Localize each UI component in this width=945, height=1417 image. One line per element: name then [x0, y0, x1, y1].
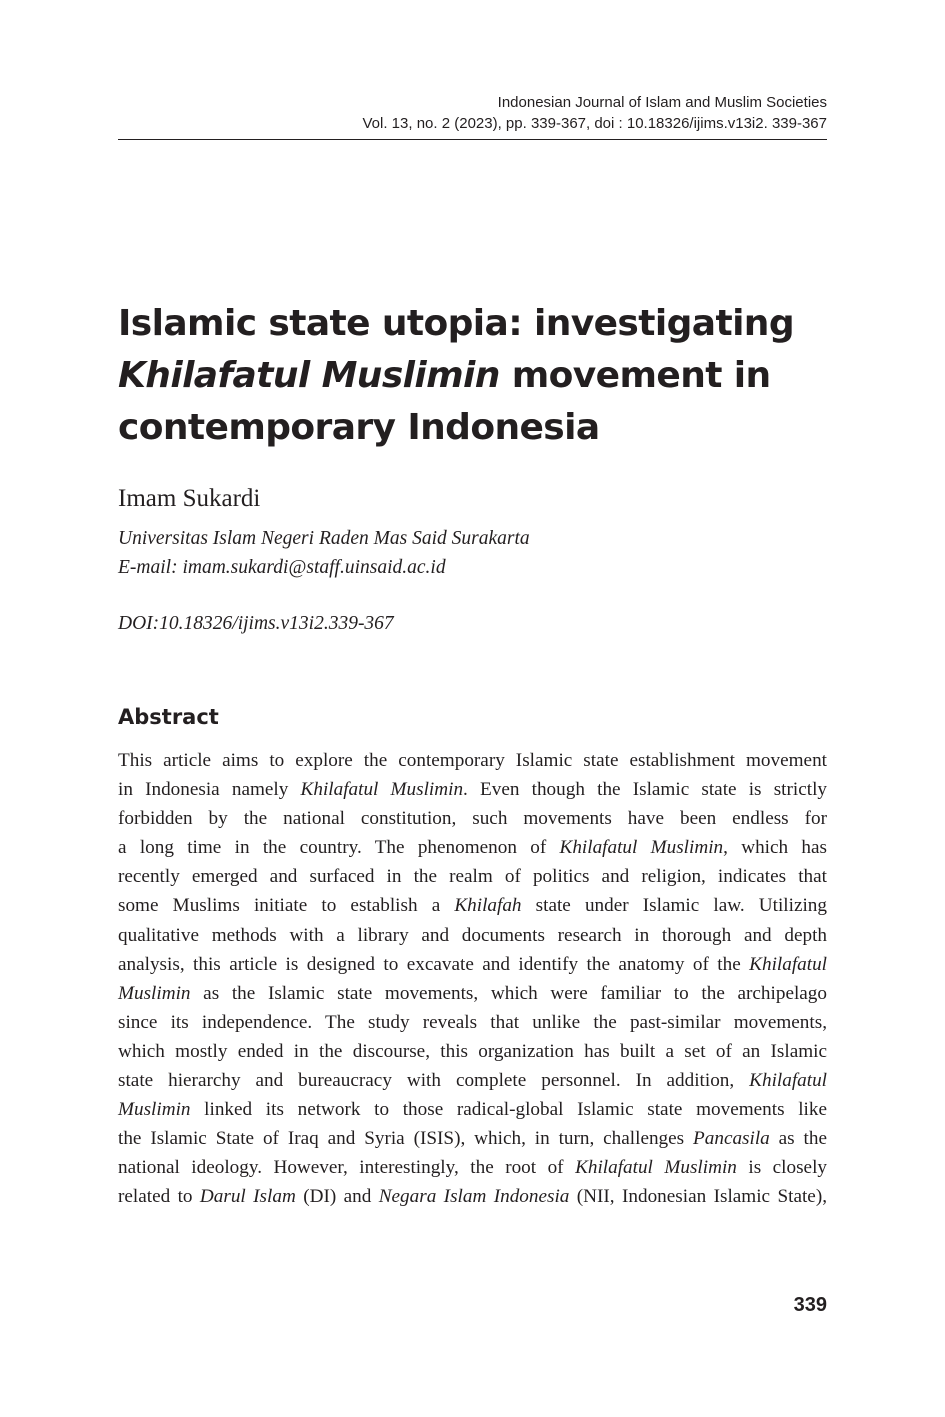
text-run: qualitative methods with a library and documents research in thorough and depth	[118, 924, 827, 946]
affiliation: Universitas Islam Negeri Raden Mas Said Surakarta	[118, 528, 530, 549]
abstract-line	[118, 833, 827, 862]
text-run: , which has	[723, 837, 827, 859]
title-line-3: contemporary Indonesia	[118, 407, 600, 448]
text-run: related to	[118, 1186, 200, 1208]
journal-name: Indonesian Journal of Islam and Muslim Societies	[497, 94, 827, 111]
text-run: linked its network to those radical-global Islamic state movements like	[190, 1099, 827, 1121]
text-run: forbidden by the national constitution, such movements have been endless for	[118, 808, 827, 830]
text-run: in Indonesia namely	[118, 779, 301, 801]
abstract-line	[118, 1095, 827, 1124]
abstract-line	[118, 1153, 827, 1182]
text-run: national ideology. However, interestingly, the root of	[118, 1157, 576, 1179]
italic-term: Khilafatul	[749, 953, 827, 975]
text-run: which mostly ended in the discourse, this organization has built a set of an Islamic	[118, 1040, 827, 1062]
text-run: as the Islamic state movements, which were familiar to the archipelago	[190, 982, 827, 1004]
text-run: the Islamic State of Iraq and Syria (ISIS), which, in turn, challenges	[118, 1128, 694, 1150]
abstract-heading: Abstract	[118, 705, 219, 729]
text-run: (DI) and	[295, 1186, 379, 1208]
abstract-line	[118, 950, 827, 979]
italic-term: Khilafatul Muslimin	[559, 837, 724, 859]
title-line-2-rest: movement in	[499, 355, 771, 396]
abstract-line	[118, 775, 827, 804]
abstract-line	[118, 804, 827, 833]
text-run: recently emerged and surfaced in the realm of politics and religion, indicates that	[118, 866, 827, 888]
author-name: Imam Sukardi	[118, 485, 261, 512]
running-header	[118, 92, 827, 134]
author-affiliation-block	[118, 524, 530, 582]
abstract-line	[118, 921, 827, 950]
page-number: 339	[793, 1294, 827, 1316]
abstract-line	[118, 1124, 827, 1153]
article-title	[118, 298, 827, 454]
abstract-line	[118, 1008, 827, 1037]
italic-term: Negara Islam Indonesia	[378, 1186, 570, 1208]
abstract-line	[118, 1066, 827, 1095]
italic-term: Khilafatul Muslimin	[575, 1157, 737, 1179]
italic-term: Darul Islam	[199, 1186, 296, 1208]
doi-line: DOI:10.18326/ijims.v13i2.339-367	[118, 613, 394, 634]
text-run: analysis, this article is designed to excavate and identify the anatomy of the	[118, 953, 750, 975]
author-email: E-mail: imam.sukardi@staff.uinsaid.ac.id	[118, 557, 446, 578]
abstract-line	[118, 979, 827, 1008]
italic-term: Khilafatul Muslimin	[300, 779, 464, 801]
italic-term: Khilafah	[454, 895, 522, 917]
text-run: state under Islamic law. Utilizing	[521, 895, 827, 917]
text-run: since its independence. The study reveals that unlike the past-similar movements,	[118, 1011, 827, 1033]
italic-term: Pancasila	[693, 1128, 770, 1150]
text-run: This article aims to explore the contemporary Islamic state establishment movement	[118, 750, 827, 771]
italic-term: Muslimin	[118, 982, 191, 1004]
abstract-line	[118, 746, 827, 775]
text-run: a long time in the country. The phenomenon of	[118, 837, 560, 859]
text-run: some Muslims initiate to establish a	[118, 895, 455, 917]
italic-term: Muslimin	[118, 1099, 191, 1121]
text-run: is closely	[736, 1157, 827, 1179]
title-italic-term: Khilafatul Muslimin	[118, 355, 500, 396]
text-run: state hierarchy and bureaucracy with complete personnel. In addition,	[118, 1070, 750, 1092]
italic-term: Khilafatul	[749, 1070, 827, 1092]
abstract-line	[118, 1182, 827, 1211]
citation-line: Vol. 13, no. 2 (2023), pp. 339-367, doi : 10.18326/ijims.v13i2. 339-367	[362, 115, 827, 132]
abstract-line	[118, 891, 827, 920]
text-run: . Even though the Islamic state is strictly	[463, 779, 827, 801]
abstract-line	[118, 1037, 827, 1066]
text-run: as the	[769, 1128, 827, 1150]
abstract-line	[118, 862, 827, 891]
abstract-body	[118, 746, 827, 1212]
text-run: (NII, Indonesian Islamic State),	[569, 1186, 828, 1208]
header-divider	[118, 139, 827, 140]
title-line-1: Islamic state utopia: investigating	[118, 303, 795, 344]
